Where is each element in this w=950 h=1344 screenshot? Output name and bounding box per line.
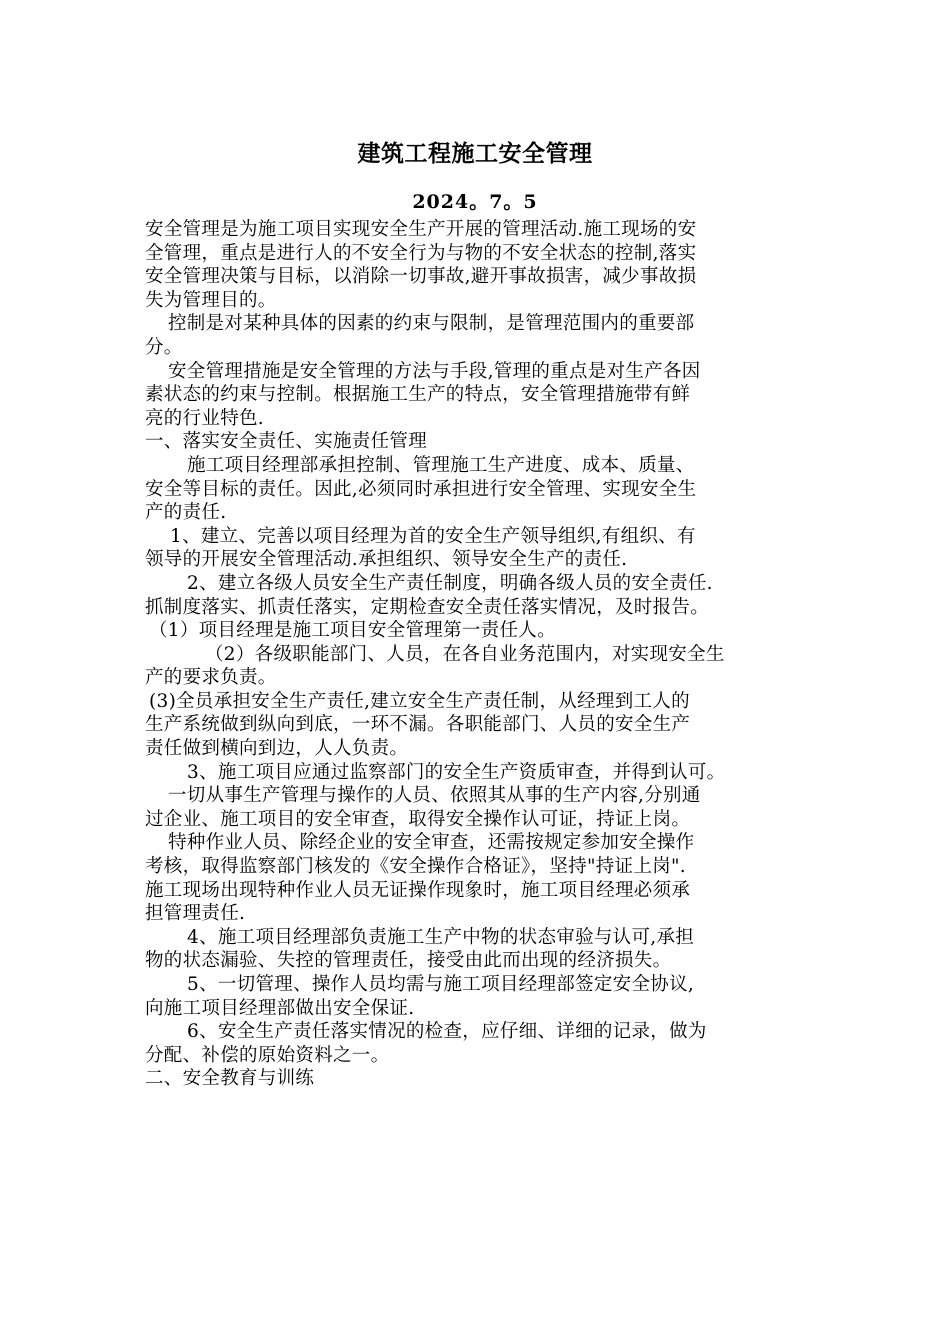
text-line: 安全等目标的责任。因此,必须同时承担进行安全管理、实现安全生 xyxy=(145,478,697,500)
text-line: （1）项目经理是施工项目安全管理第一责任人。 xyxy=(149,620,556,642)
section-heading: 一、落实安全责任、实施责任管理 xyxy=(145,431,428,453)
text-line: 4、施工项目经理部负责施工生产中物的状态审验与认可,承担 xyxy=(187,926,695,948)
text-line: 领导的开展安全管理活动.承担组织、领导安全生产的责任. xyxy=(145,549,628,571)
text-line: 全管理，重点是进行人的不安全行为与物的不安全状态的控制,落实 xyxy=(145,242,697,264)
text-line: 安全管理措施是安全管理的方法与手段,管理的重点是对生产各因 xyxy=(168,360,701,382)
text-line: 2、建立各级人员安全生产责任制度，明确各级人员的安全责任. xyxy=(187,572,713,594)
text-line: 素状态的约束与控制。根据施工生产的特点，安全管理措施带有鲜 xyxy=(145,384,691,406)
text-line: 一切从事生产管理与操作的人员、依照其从事的生产内容,分别通 xyxy=(168,785,701,807)
text-line: 责任做到横向到边，人人负责。 xyxy=(145,738,409,760)
text-line: （2）各级职能部门、人员，在各自业务范围内，对实现安全生 xyxy=(205,643,725,665)
text-line: 控制是对某种具体的因素的约束与限制，是管理范围内的重要部 xyxy=(168,313,695,335)
text-line: (3)全员承担安全生产责任,建立安全生产责任制，从经理到工人的 xyxy=(149,690,690,712)
text-line: 过企业、施工项目的安全审查，取得安全操作认可证，持证上岗。 xyxy=(145,808,691,830)
text-line: 产的要求负责。 xyxy=(145,667,277,689)
text-line: 失为管理目的。 xyxy=(145,289,277,311)
text-line: 担管理责任. xyxy=(145,903,246,925)
text-line: 施工现场出现特种作业人员无证操作现象时，施工项目经理必须承 xyxy=(145,879,691,901)
text-line: 分。 xyxy=(145,336,183,358)
text-line: 施工项目经理部承担控制、管理施工生产进度、成本、质量、 xyxy=(187,454,695,476)
document-body xyxy=(145,218,825,1091)
section-heading: 二、安全教育与训练 xyxy=(145,1068,315,1090)
text-line: 物的状态漏验、失控的管理责任，接受由此而出现的经济损失。 xyxy=(145,950,672,972)
text-line: 生产系统做到纵向到底，一环不漏。各职能部门、人员的安全生产 xyxy=(145,714,691,736)
text-line: 特种作业人员、除经企业的安全审查，还需按规定参加安全操作 xyxy=(168,832,695,854)
text-line: 考核，取得监察部门核发的《安全操作合格证》，坚持"持证上岗". xyxy=(145,856,686,878)
text-line: 向施工项目经理部做出安全保证. xyxy=(145,997,415,1019)
text-line: 抓制度落实、抓责任落实，定期检查安全责任落实情况，及时报告。 xyxy=(145,596,710,618)
text-line: 亮的行业特色. xyxy=(145,407,264,429)
text-line: 3、施工项目应通过监察部门的安全生产资质审查，并得到认可。 xyxy=(187,761,726,783)
document-title: 建筑工程施工安全管理 xyxy=(357,141,593,167)
text-line: 1、建立、完善以项目经理为首的安全生产领导组织,有组织、有 xyxy=(170,525,696,547)
text-line: 安全管理是为施工项目实现安全生产开展的管理活动.施工现场的安 xyxy=(145,219,697,240)
document-date: 2024。7。5 xyxy=(412,191,538,213)
text-line: 6、安全生产责任落实情况的检查，应仔细、详细的记录，做为 xyxy=(187,1021,707,1043)
text-line: 5、一切管理、操作人员均需与施工项目经理部签定安全协议, xyxy=(187,974,695,995)
text-line: 产的责任. xyxy=(145,502,227,524)
text-line: 安全管理决策与目标，以消除一切事故,避开事故损害，减少事故损 xyxy=(145,266,697,288)
text-line: 分配、补偿的原始资料之一。 xyxy=(145,1044,390,1066)
